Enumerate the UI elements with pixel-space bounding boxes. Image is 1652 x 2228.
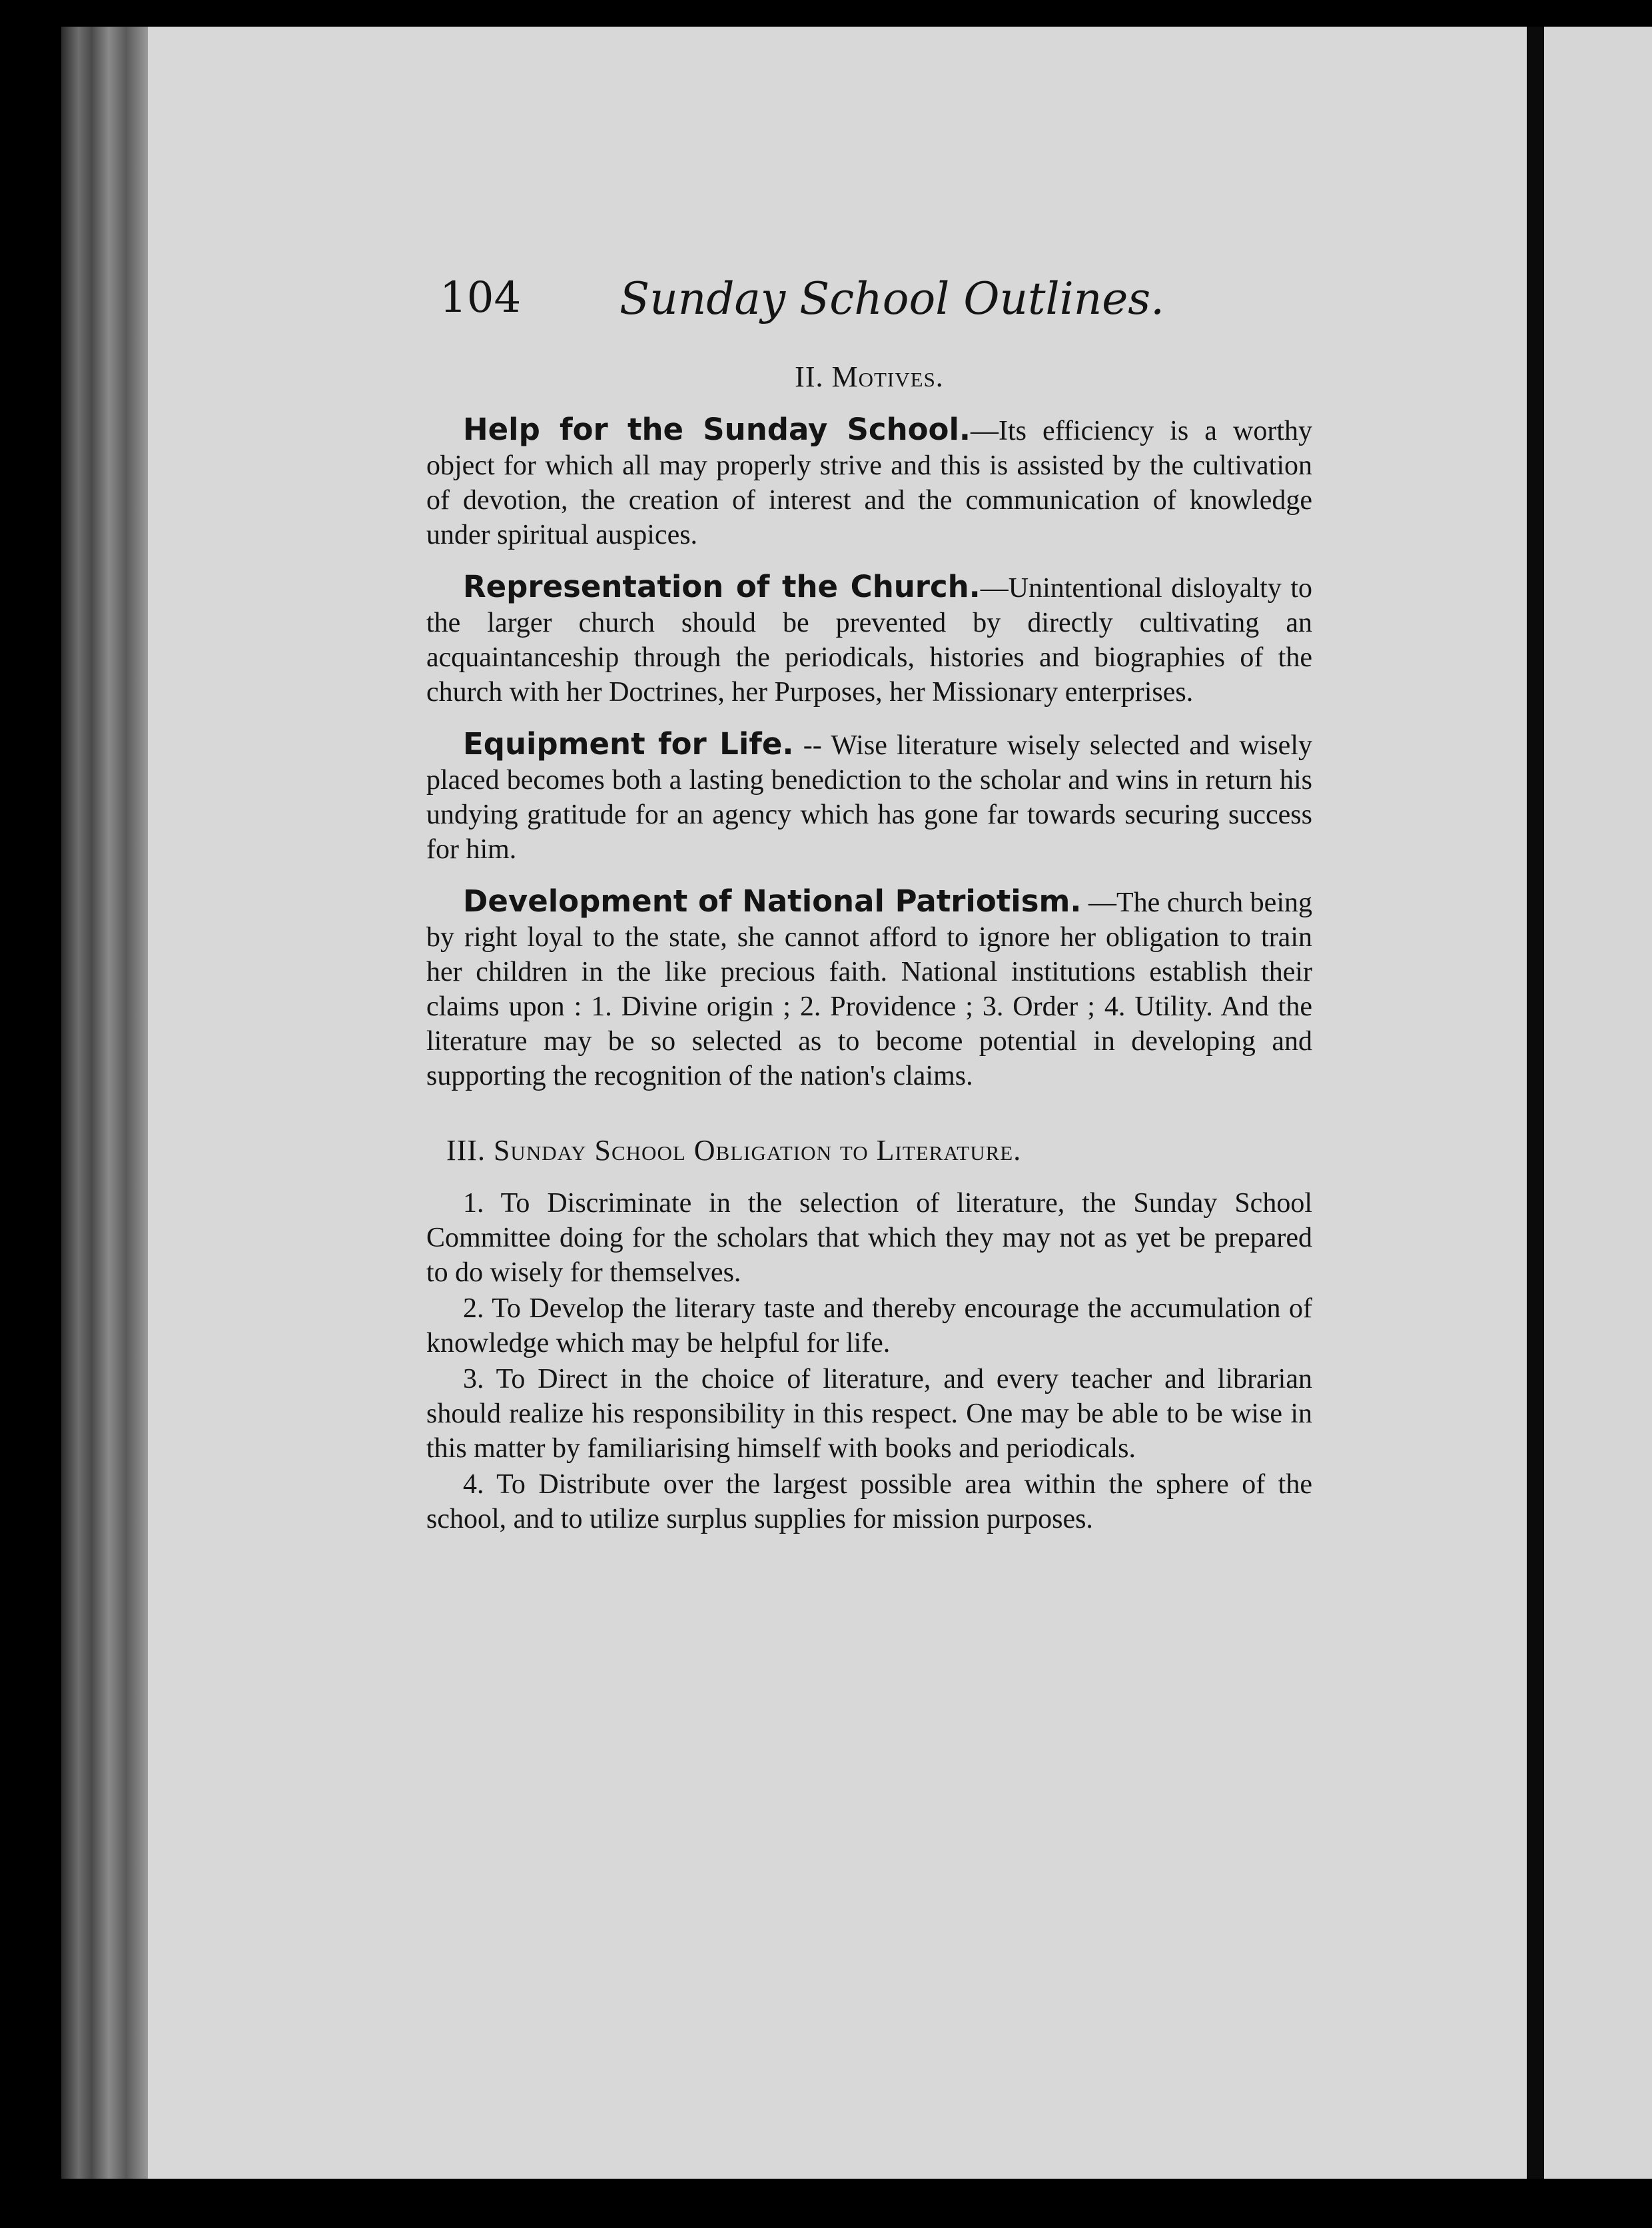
list-item-discriminate: 1. To Discriminate in the selection of literature, the Sunday School Committee doing for the scholars that which they may not as yet be prepared to do wisely for themselves. — [426, 1188, 1312, 1288]
list-item-develop: 2. To Develop the literary taste and thereby encourage the accumulation of knowledge which may be helpful for life. — [426, 1293, 1312, 1359]
paragraph-lead: Development of National Patriotism. — [463, 883, 1082, 919]
book-page-edges — [61, 27, 148, 2179]
page-number: 104 — [440, 273, 522, 322]
paragraph-lead: Representation of the Church. — [463, 569, 981, 604]
paragraph-text: -- Wise literature wisely selected and wisely placed becomes both a lasting benediction to the scholar and wins in return his undying gratitude for an agency which has gone far towards securing success for him. — [426, 730, 1312, 865]
paragraph-national-patriotism — [426, 884, 1312, 1093]
page-content — [426, 273, 1312, 1538]
section-heading-motives: II. Motives. — [795, 360, 944, 393]
paragraph-text: —Its efficiency is a worthy object for which all may properly strive and this is assisted by the cultivation of devotion, the creation of interest and the communication of knowledge under spiritual auspices. — [426, 416, 1313, 550]
paragraph-text: —The church being by right loyal to the state, she cannot afford to ignore her obligation to train her children in the like precious faith. National institutions establish their claims upon : 1. Divine origin ; 2. Providence ; 3. Order ; 4. Utility. And the literature may be so selected as to become potential in developing and supporting the recognition of the nation's claims. — [426, 887, 1312, 1091]
page-gutter — [1527, 27, 1544, 2179]
paragraph-text: —Unintentional disloyalty to the larger church should be prevented by directly cultivating an acquaintanceship through the periodicals, histories and biographies of the church with her Doctrines, her Purposes, her Missionary enterprises. — [426, 573, 1312, 708]
scan-bottom-border — [61, 2179, 1652, 2228]
paragraph-equipment-for-life — [426, 727, 1312, 867]
paragraph-lead: Help for the Sunday School. — [463, 412, 971, 447]
facing-page-sliver — [1544, 27, 1652, 2179]
running-head — [426, 273, 1312, 346]
paragraph-help-for-sunday-school — [426, 412, 1312, 552]
list-item-distribute: 4. To Distribute over the largest possible area within the sphere of the school, and to utilize surplus supplies for mission purposes. — [426, 1469, 1312, 1534]
paragraph-lead: Equipment for Life. — [463, 726, 794, 762]
section-heading-obligation: III. Sunday School Obligation to Literature. — [446, 1134, 1022, 1167]
paragraph-representation-of-church — [426, 570, 1312, 710]
running-title: Sunday School Outlines. — [620, 273, 1165, 324]
list-item-direct: 3. To Direct in the choice of literature, and every teacher and librarian should realize his responsibility in this respect. One may be able to be wise in this matter by familiarising himself with books and periodicals. — [426, 1364, 1312, 1464]
